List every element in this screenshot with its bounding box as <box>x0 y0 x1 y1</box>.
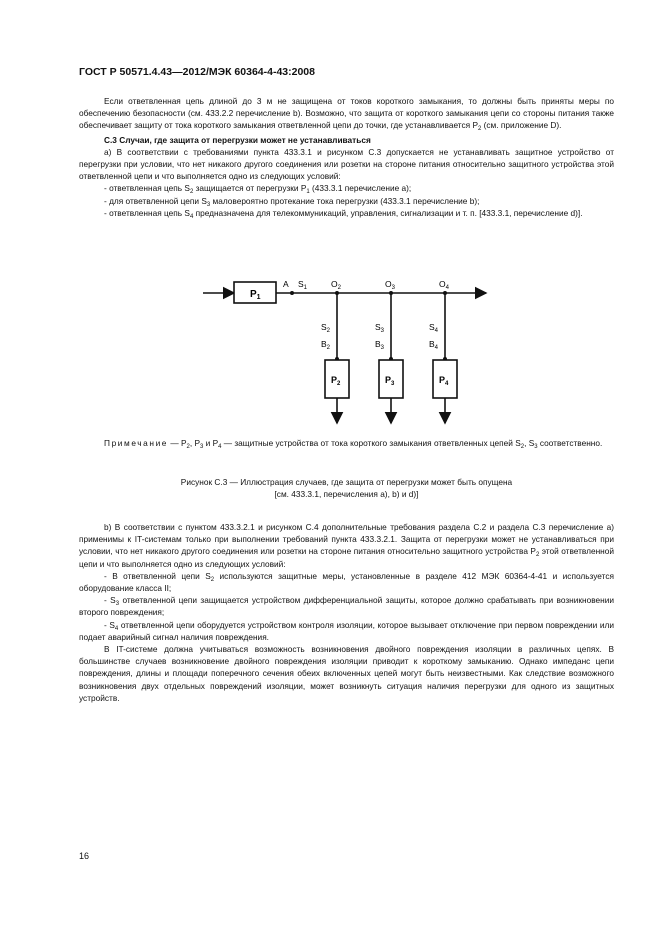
list-b-1-post: используются защитные меры, установленные в разделе 412 МЭК 60364-4-41 и используется оборудование класса II; <box>79 570 614 594</box>
note-s2: 3 <box>199 444 204 450</box>
note-s3: 4 <box>218 444 222 450</box>
note-s4: 2 <box>520 444 525 450</box>
note-t2: , Р <box>189 438 200 448</box>
p1-label: $P_1$ <box>250 289 261 301</box>
p4-label: $P_4$ <box>439 375 449 387</box>
list-b-1-sub: 2 <box>210 576 215 583</box>
list-a-3-sub: 4 <box>189 213 194 220</box>
para1-text: Если ответвленная цепь длиной до 3 м не защищена от токов короткого замыкания, то должны быть приняты меры по обеспечению безопасности (см. 433.2.2 перечисление b). Возможно, что защита от короткого замыкания цепи со стороны питания также обеспечивает защиту от тока короткого замыкания ответвленной цепи до точки, где устанавливается Р <box>79 96 614 131</box>
b4-label: $B_4$ <box>429 339 439 351</box>
paragraph-a: а) В соответствии с требованиями пункта 433.3.1 и рисунком С.3 допускается не устанавливать защитное устройство от перегрузки при условии, что нет никакого другого соединения или розетки на стороне питания относительно защитного устройства этой ответвленной цепи и что выполняется одно из следующих условий: <box>79 146 614 182</box>
s3-label: $S_3$ <box>375 322 385 334</box>
list-a-1-sub: 2 <box>189 189 194 196</box>
list-b-2-sub: 3 <box>115 601 120 608</box>
list-a-3-mid: предназначена для телекоммуникаций, управления, сигнализации и т. п. [433.3.1, перечисление d)]. <box>193 207 583 218</box>
para-b-text: b) В соответствии с пунктом 433.3.2.1 и рисунком С.4 дополнительные требования раздела С.2 и раздела С.3 перечисление а) применимы к IT-системам только при выполнении требований пункта 433.3.2.1. Защита от перегрузки может не устанавливаться при условии, что нет никакого другого соединения или розетки на стороне питания относительно защитного устройства Р <box>79 522 614 557</box>
list-a-1-mid: защищается от перегрузки Р <box>193 183 307 194</box>
note-s5: 3 <box>534 444 538 450</box>
note-t6: соответственно. <box>537 438 603 448</box>
list-a-2-pre: - для ответвленной цепи S <box>104 195 207 206</box>
paragraph-final: В IT-системе должна учитываться возможность возникновения двойного повреждения изоляции в различных цепях. В большинстве случаев возникновение двойного повреждения изоляции приводит к короткому замыканию. Однако импеданс цепи повреждения, длины и площади поперечного сечения обеих включенных цепей могут быть неизвестными. Как следствие возможного возникновения двух отдельных повреждений изоляции, может возникнуть ситуация наличия перегрузки для одного из защитных устройств. <box>79 644 614 703</box>
document-header: ГОСТ Р 50571.4.43—2012/МЭК 60364-4-43:2008 <box>79 66 315 78</box>
list-b-item-3 <box>79 619 614 643</box>
o2-label: $O_2$ <box>331 279 341 291</box>
p2-label: $P_2$ <box>331 375 341 387</box>
o3-label: $O_3$ <box>385 279 395 291</box>
node-a <box>290 291 294 295</box>
lower-text-block <box>79 521 614 704</box>
para1-end: (см. приложение D). <box>481 120 562 131</box>
section-title: С.3 Случаи, где защита от перегрузки может не устанавливаться <box>104 134 371 145</box>
a-label: A <box>283 279 289 289</box>
note-paragraph <box>79 437 614 449</box>
note-t1: — Р <box>168 438 187 448</box>
p3-label: $P_3$ <box>385 375 395 387</box>
note-t4: — защитные устройства от тока короткого замыкания ответвленных цепей S <box>221 438 521 448</box>
list-b-1-pre: - В ответвленной цепи S <box>104 570 211 581</box>
b3-label: $B_3$ <box>375 339 385 351</box>
para1-sub: 2 <box>478 126 482 133</box>
list-b-2-post: ответвленной цепи защищается устройством дифференциальной защиты, которое должно срабатывать при возникновении второго повреждения; <box>79 595 614 618</box>
note-s1: 2 <box>186 444 190 450</box>
note-t3: и Р <box>203 438 219 448</box>
note-label: Примечание <box>104 438 169 448</box>
list-b-item-1 <box>79 570 614 594</box>
s2-label: $S_2$ <box>321 322 331 334</box>
s1-label: $S_1$ <box>298 279 308 291</box>
para-b-sub: 2 <box>535 552 540 559</box>
page-number: 16 <box>79 851 90 861</box>
list-a-1-pre: - ответвленная цепь S <box>104 183 190 194</box>
s4-label: $S_4$ <box>429 322 439 334</box>
para-b-end: этой ответвленной цепи и что выполняется одно из следующих условий: <box>79 546 614 569</box>
list-b-3-post: ответвленной цепи оборудуется устройством контроля изоляции, которое вызывает отключение при первом повреждении или подает аварийный сигнал наличия повреждения. <box>79 619 614 642</box>
list-a-1-sub2: 1 <box>306 189 310 196</box>
caption-line-2: [см. 433.3.1, перечисления а), b) и d)] <box>274 489 419 500</box>
list-a-2-mid: маловероятно протекание тока перегрузки (433.3.1 перечисление b); <box>210 195 480 206</box>
note-t5: , S <box>524 438 535 448</box>
figure-note <box>79 437 614 449</box>
caption-line-1: Рисунок С.3 — Иллюстрация случаев, где защита от перегрузки может быть опущена <box>180 477 513 487</box>
paragraph-b <box>79 521 614 570</box>
list-a-2-sub: 3 <box>206 201 211 208</box>
list-b-2-pre: - S <box>104 595 116 606</box>
list-b-3-sub: 4 <box>114 625 119 632</box>
o4-label: $O_4$ <box>439 279 449 291</box>
list-b-3-pre: - S <box>104 619 115 630</box>
list-b-item-2 <box>79 594 614 618</box>
list-a-1-post: (433.3.1 перечисление а); <box>309 183 412 194</box>
list-a-3-pre: - ответвленная цепь S <box>104 207 190 218</box>
b2-label: $B_2$ <box>321 339 331 351</box>
figure-caption <box>79 476 614 500</box>
